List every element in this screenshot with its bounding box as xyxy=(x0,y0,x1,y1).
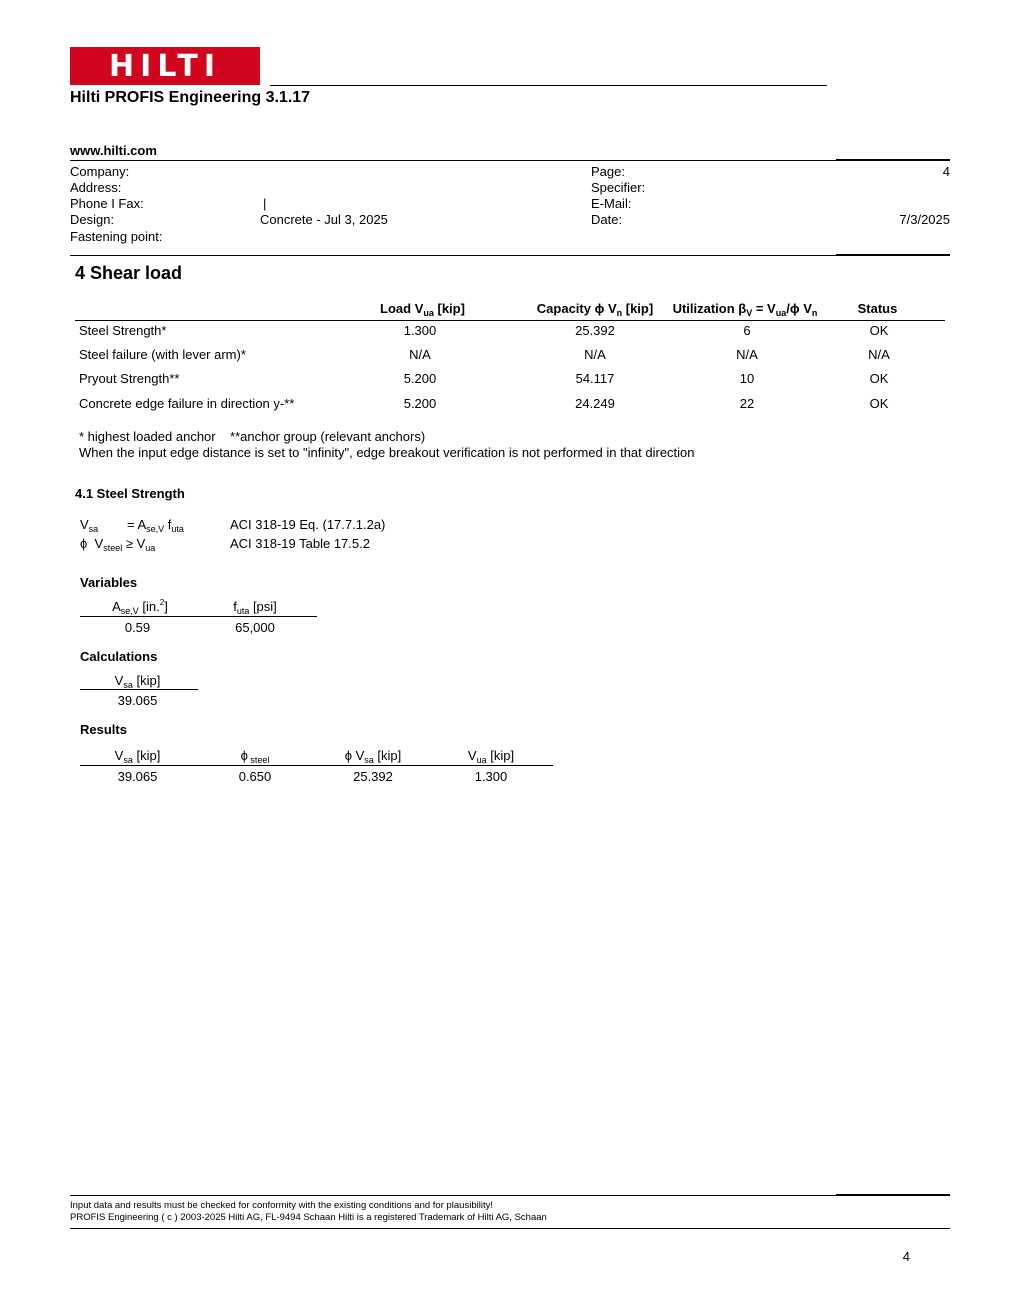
results-title: Results xyxy=(80,722,127,737)
calculations-title: Calculations xyxy=(80,649,158,664)
results-header-vua: $V_{ua}$ [kip] xyxy=(467,748,515,765)
phone-value: | xyxy=(263,196,267,211)
footer-bottom-rule xyxy=(70,1228,950,1229)
hilti-logo: HILTI xyxy=(70,47,260,85)
footnote-infinity: When the input edge distance is set to "infinity", edge breakout verification is not performed in that direction xyxy=(79,445,695,460)
table-header-rule xyxy=(75,320,945,321)
results-value-phi-vsa: 25.392 xyxy=(353,769,393,784)
results-value-vsa: 39.065 xyxy=(117,769,158,784)
page-number: 4 xyxy=(902,1249,910,1264)
results-header-phi-steel: ϕ $_{steel}$ xyxy=(240,748,270,765)
date-label: Date: xyxy=(591,212,623,227)
variables-header-futa: $f_{uta}$ [psi] xyxy=(233,599,277,616)
row-capacity: 54.117 xyxy=(575,371,615,386)
subsection-title: 4.1 Steel Strength xyxy=(75,486,185,501)
calculations-value-vsa: 39.065 xyxy=(117,693,158,708)
design-label: Design: xyxy=(70,212,115,227)
row-capacity: 24.249 xyxy=(575,396,615,411)
variables-rule xyxy=(80,616,317,617)
specifier-label: Specifier: xyxy=(591,180,646,195)
company-label: Company: xyxy=(70,164,130,179)
info-bottom-rule-accent xyxy=(836,254,950,256)
page-value: 4 xyxy=(942,164,950,179)
row-utilization: 10 xyxy=(739,371,755,386)
row-load: 1.300 xyxy=(403,323,437,338)
row-name: Pryout Strength** xyxy=(79,371,180,386)
email-label: E-Mail: xyxy=(591,196,632,211)
info-bottom-rule xyxy=(70,255,950,256)
equation-1-lhs: $V_{sa}$ xyxy=(80,517,99,534)
app-title: Hilti PROFIS Engineering 3.1.17 xyxy=(70,89,311,106)
table-row xyxy=(0,347,1020,371)
variables-header-area: $A_{se,V}$ [in.$^2$] xyxy=(112,598,168,616)
table-row xyxy=(0,396,1020,420)
design-value: Concrete - Jul 3, 2025 xyxy=(260,212,388,227)
variables-value-futa: 65,000 xyxy=(235,620,275,635)
col-header-status: Status xyxy=(857,301,898,316)
footnote-anchors: * highest loaded anchor **anchor group (relevant anchors) xyxy=(79,429,426,444)
row-status: OK xyxy=(869,396,889,411)
row-capacity: N/A xyxy=(584,347,606,362)
row-load: 5.200 xyxy=(403,396,437,411)
table-row xyxy=(0,371,1020,395)
results-value-vua: 1.300 xyxy=(474,769,508,784)
info-top-rule-accent xyxy=(836,159,950,161)
section-title: 4 Shear load xyxy=(75,263,183,283)
col-header-capacity: Capacity ϕ $V_n$ [kip] xyxy=(536,301,654,318)
table-row xyxy=(0,323,1020,347)
col-header-load: Load $V_{ua}$ [kip] xyxy=(380,301,465,318)
info-top-rule xyxy=(70,160,950,161)
row-status: OK xyxy=(869,323,889,338)
row-name: Steel failure (with lever arm)* xyxy=(79,347,246,362)
equation-2-reference: ACI 318-19 Table 17.5.2 xyxy=(230,536,370,551)
footer-copyright: PROFIS Engineering ( c ) 2003-2025 Hilti AG, FL-9494 Schaan Hilti is a registered Trademark of Hilti AG, Schaan xyxy=(70,1212,547,1223)
calculations-header-vsa: $V_{sa}$ [kip] xyxy=(114,673,161,690)
phone-label: Phone I Fax: xyxy=(70,196,144,211)
variables-title: Variables xyxy=(80,575,138,590)
address-label: Address: xyxy=(70,180,122,195)
row-status: OK xyxy=(869,371,889,386)
row-status: N/A xyxy=(868,347,890,362)
results-header-phi-vsa: ϕ $V_{sa}$ [kip] xyxy=(344,748,402,765)
row-name: Steel Strength* xyxy=(79,323,167,338)
variables-value-area: 0.59 xyxy=(124,620,151,635)
row-utilization: 22 xyxy=(739,396,755,411)
row-load: 5.200 xyxy=(403,371,437,386)
row-utilization: N/A xyxy=(736,347,758,362)
col-header-utilization: Utilization $\beta_V = V_{ua}/\phi$ $V_n$ xyxy=(672,301,818,318)
row-capacity: 25.392 xyxy=(575,323,615,338)
page-label: Page: xyxy=(591,164,625,179)
row-name: Concrete edge failure in direction y-** xyxy=(79,396,295,411)
row-load: N/A xyxy=(409,347,431,362)
footer-disclaimer: Input data and results must be checked for conformity with the existing conditions and for plausibility! xyxy=(70,1200,493,1211)
date-value: 7/3/2025 xyxy=(899,212,950,227)
footer-top-rule xyxy=(70,1195,950,1196)
equation-1-reference: ACI 318-19 Eq. (17.7.1.2a) xyxy=(230,517,386,532)
equation-2: ϕ $V_{steel} \ge V_{ua}$ xyxy=(80,536,156,553)
results-rule xyxy=(80,765,553,766)
website-link[interactable]: www.hilti.com xyxy=(70,143,157,158)
footer-top-rule-accent xyxy=(836,1194,950,1196)
equation-1-rhs: = $A_{se,V}$ $f_{uta}$ xyxy=(127,517,184,534)
results-header-vsa: $V_{sa}$ [kip] xyxy=(114,748,161,765)
row-utilization: 6 xyxy=(743,323,751,338)
header-rule xyxy=(270,85,827,86)
results-value-phi-steel: 0.650 xyxy=(238,769,272,784)
fastening-label: Fastening point: xyxy=(70,229,163,244)
calculations-rule xyxy=(80,689,198,690)
